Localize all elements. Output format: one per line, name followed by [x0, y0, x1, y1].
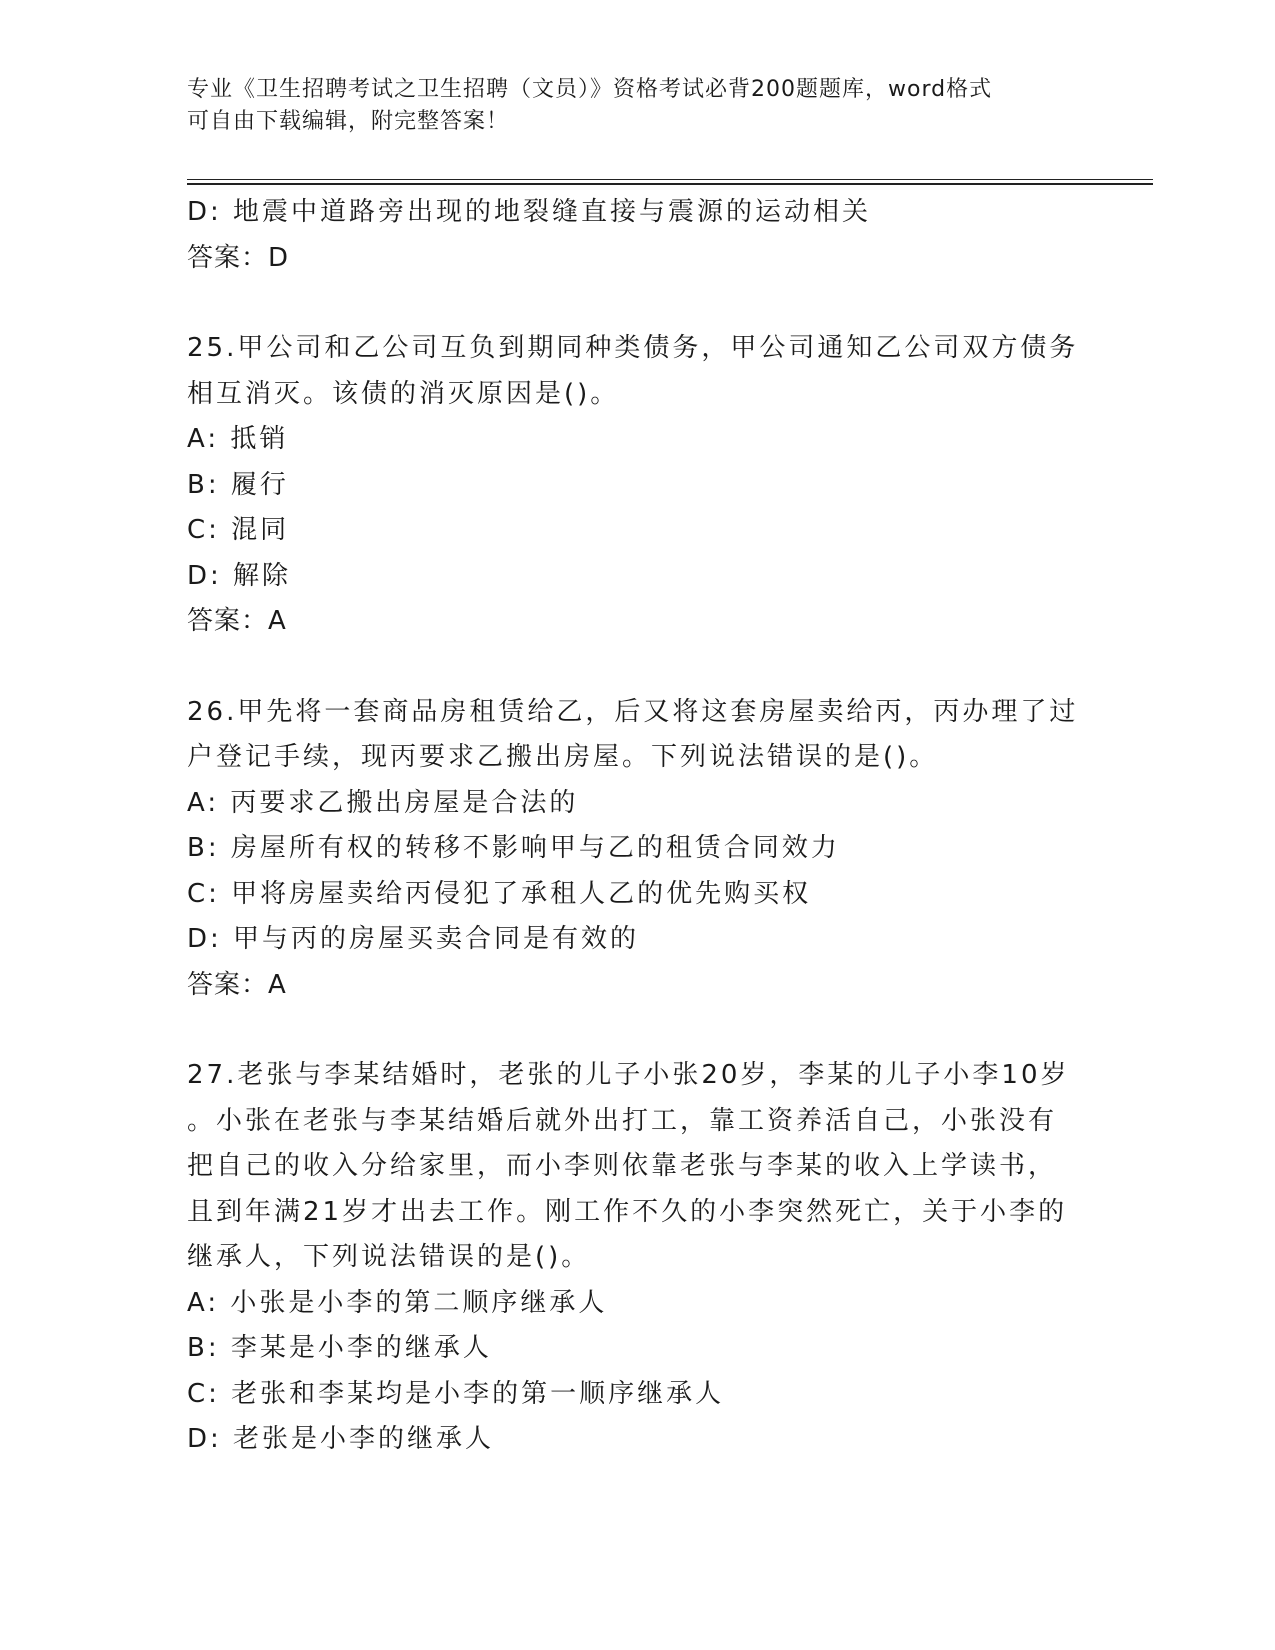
question-block-25	[187, 326, 1087, 645]
question-stem-line: 26.甲先将一套商品房租赁给乙，后又将这套房屋卖给丙，丙办理了过	[187, 696, 1079, 727]
answer-label: 答案：A	[187, 606, 287, 636]
question-stem-line: 。小张在老张与李某结婚后就外出打工，靠工资养活自己，小张没有	[187, 1105, 1058, 1136]
option-c: C: 甲将房屋卖给丙侵犯了承租人乙的优先购买权	[187, 878, 812, 909]
question-block-26	[187, 690, 1087, 1009]
header-divider-thick	[187, 183, 1153, 185]
question-stem-line: 且到年满21岁才出去工作。刚工作不久的小李突然死亡，关于小李的	[187, 1196, 1068, 1227]
header-line-1: 专业《卫生招聘考试之卫生招聘（文员）》资格考试必背200题题库，word格式	[187, 77, 993, 102]
option-a: A: 抵销	[187, 424, 289, 454]
option-a: A: 丙要求乙搬出房屋是合法的	[187, 787, 579, 818]
question-stem-line: 继承人，下列说法错误的是()。	[187, 1242, 591, 1272]
option-b: B: 房屋所有权的转移不影响甲与乙的租赁合同效力	[187, 833, 840, 863]
question-stem-line: 把自己的收入分给家里，而小李则依靠老张与李某的收入上学读书，	[187, 1151, 1058, 1181]
option-d: D: 老张是小李的继承人	[187, 1424, 495, 1454]
option-b: B: 李某是小李的继承人	[187, 1333, 492, 1363]
question-content	[187, 190, 1087, 1463]
option-c: C: 混同	[187, 515, 290, 545]
question-stem-line: 户登记手续，现丙要求乙搬出房屋。下列说法错误的是()。	[187, 742, 939, 772]
option-a: A: 小张是小李的第二顺序继承人	[187, 1287, 608, 1318]
question-stem-line: 相互消灭。该债的消灭原因是()。	[187, 378, 620, 409]
question-stem-line: 27.老张与李某结婚时，老张的儿子小张20岁，李某的儿子小李10岁	[187, 1060, 1070, 1090]
question-stem-line: 25.甲公司和乙公司互负到期同种类债务，甲公司通知乙公司双方债务	[187, 333, 1079, 363]
option-d: D: 甲与丙的房屋买卖合同是有效的	[187, 924, 640, 954]
question-block-27	[187, 1053, 1087, 1463]
answer-label: 答案：D	[187, 242, 290, 273]
header-line-2: 可自由下载编辑，附完整答案！	[187, 109, 510, 134]
option-c: C: 老张和李某均是小李的第一顺序继承人	[187, 1378, 725, 1409]
option-d: D: 解除	[187, 560, 292, 591]
option-b: B: 履行	[187, 469, 289, 500]
answer-label: 答案：A	[187, 969, 287, 1000]
header-divider-thin	[187, 179, 1153, 180]
option-d: D: 地震中道路旁出现的地裂缝直接与震源的运动相关	[187, 197, 872, 227]
document-header	[187, 74, 1087, 138]
